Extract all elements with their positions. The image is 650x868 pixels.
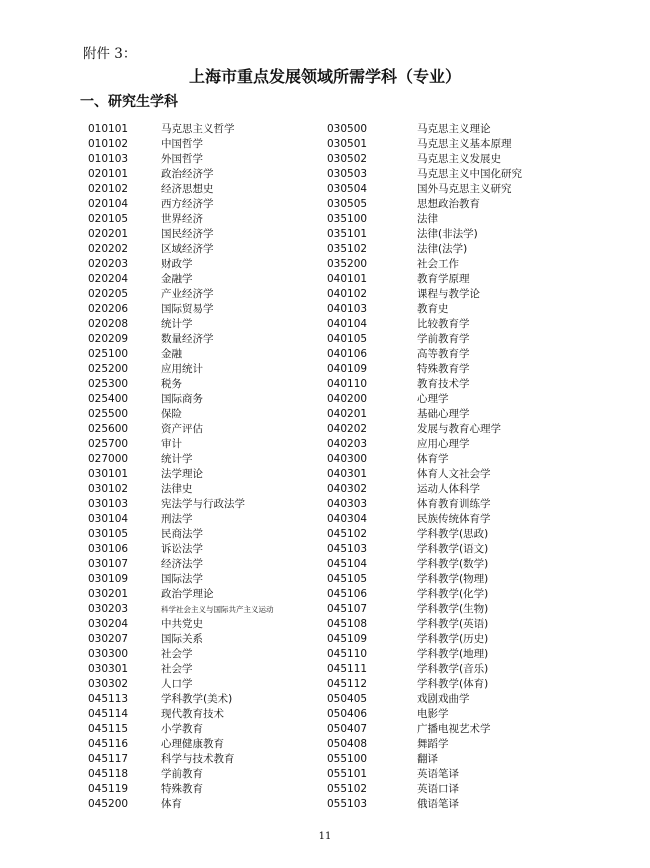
discipline-code: 030301 — [88, 663, 129, 675]
discipline-name: 马克思主义发展史 — [417, 153, 501, 165]
discipline-name: 国外马克思主义研究 — [417, 183, 512, 195]
discipline-name: 法律(非法学) — [417, 228, 478, 240]
discipline-name: 发展与教育心理学 — [417, 423, 501, 435]
discipline-name: 心理学 — [417, 393, 449, 405]
table-row — [88, 377, 558, 392]
table-row — [88, 452, 558, 467]
discipline-code: 020205 — [88, 288, 129, 300]
discipline-code: 035101 — [327, 228, 368, 240]
discipline-name: 学科教学(音乐) — [417, 663, 489, 675]
discipline-code: 055103 — [327, 798, 368, 810]
discipline-name: 英语口译 — [417, 783, 459, 795]
discipline-code: 045116 — [88, 738, 129, 750]
table-row — [88, 572, 558, 587]
table-row — [88, 737, 558, 752]
page-number: 11 — [318, 831, 332, 842]
discipline-code: 020101 — [88, 168, 129, 180]
discipline-name: 经济思想史 — [161, 183, 214, 195]
discipline-name: 诉讼法学 — [161, 543, 203, 555]
discipline-name: 外国哲学 — [161, 153, 203, 165]
discipline-name: 学前教育 — [161, 768, 203, 780]
table-row — [88, 467, 558, 482]
table-row — [88, 752, 558, 767]
discipline-code: 040302 — [327, 483, 368, 495]
discipline-code: 040105 — [327, 333, 368, 345]
table-row — [88, 287, 558, 302]
discipline-name: 法学理论 — [161, 468, 203, 480]
discipline-name: 思想政治教育 — [417, 198, 480, 210]
discipline-code: 030105 — [88, 528, 129, 540]
discipline-name: 教育技术学 — [417, 378, 470, 390]
discipline-name: 金融 — [161, 348, 182, 360]
discipline-code: 025600 — [88, 423, 129, 435]
table-row — [88, 722, 558, 737]
discipline-code: 045115 — [88, 723, 129, 735]
discipline-code: 055100 — [327, 753, 368, 765]
discipline-name: 学科教学(地理) — [417, 648, 489, 660]
table-row — [88, 632, 558, 647]
discipline-name: 数量经济学 — [161, 333, 214, 345]
table-row — [88, 647, 558, 662]
discipline-name: 电影学 — [417, 708, 449, 720]
discipline-name: 国民经济学 — [161, 228, 214, 240]
table-row — [88, 272, 558, 287]
discipline-code: 045118 — [88, 768, 129, 780]
discipline-code: 040101 — [327, 273, 368, 285]
discipline-name: 政治学理论 — [161, 588, 214, 600]
discipline-name: 马克思主义哲学 — [161, 123, 235, 135]
discipline-code: 050407 — [327, 723, 368, 735]
discipline-code: 040200 — [327, 393, 368, 405]
discipline-name: 政治经济学 — [161, 168, 214, 180]
table-row — [88, 677, 558, 692]
table-row — [88, 137, 558, 152]
discipline-name: 统计学 — [161, 453, 193, 465]
discipline-code: 020203 — [88, 258, 129, 270]
discipline-name: 学科教学(化学) — [417, 588, 489, 600]
discipline-code: 020102 — [88, 183, 129, 195]
discipline-code: 030501 — [327, 138, 368, 150]
discipline-code: 020204 — [88, 273, 129, 285]
discipline-name: 应用心理学 — [417, 438, 470, 450]
discipline-code: 035102 — [327, 243, 368, 255]
discipline-code: 045109 — [327, 633, 368, 645]
discipline-code: 025500 — [88, 408, 129, 420]
discipline-code: 045200 — [88, 798, 129, 810]
discipline-name: 教育学原理 — [417, 273, 470, 285]
discipline-name: 俄语笔译 — [417, 798, 459, 810]
section-heading: 一、研究生学科 — [80, 94, 178, 110]
discipline-code: 025700 — [88, 438, 129, 450]
discipline-code: 045112 — [327, 678, 368, 690]
discipline-code: 040102 — [327, 288, 368, 300]
table-row — [88, 242, 558, 257]
discipline-name: 国际法学 — [161, 573, 203, 585]
discipline-name: 学科教学(历史) — [417, 633, 489, 645]
table-row — [88, 347, 558, 362]
discipline-name: 民族传统体育学 — [417, 513, 491, 525]
discipline-name: 经济法学 — [161, 558, 203, 570]
discipline-name: 体育 — [161, 798, 182, 810]
discipline-code: 020209 — [88, 333, 129, 345]
discipline-name: 体育教育训练学 — [417, 498, 491, 510]
discipline-code: 045114 — [88, 708, 129, 720]
discipline-code: 030103 — [88, 498, 129, 510]
discipline-code: 020104 — [88, 198, 129, 210]
discipline-code: 045119 — [88, 783, 129, 795]
discipline-code: 030201 — [88, 588, 129, 600]
discipline-code: 025400 — [88, 393, 129, 405]
discipline-name: 审计 — [161, 438, 182, 450]
discipline-code: 010102 — [88, 138, 129, 150]
discipline-code: 027000 — [88, 453, 129, 465]
discipline-code: 040109 — [327, 363, 368, 375]
discipline-name: 社会工作 — [417, 258, 459, 270]
table-row — [88, 767, 558, 782]
discipline-code: 030106 — [88, 543, 129, 555]
discipline-code: 035200 — [327, 258, 368, 270]
discipline-name: 学科教学(语文) — [417, 543, 489, 555]
discipline-code: 055102 — [327, 783, 368, 795]
discipline-code: 040201 — [327, 408, 368, 420]
discipline-name: 特殊教育学 — [417, 363, 470, 375]
table-row — [88, 122, 558, 137]
discipline-code: 040106 — [327, 348, 368, 360]
table-row — [88, 197, 558, 212]
discipline-name: 学科教学(思政) — [417, 528, 489, 540]
discipline-name: 学科教学(物理) — [417, 573, 489, 585]
discipline-code: 030203 — [88, 603, 129, 615]
discipline-code: 045108 — [327, 618, 368, 630]
discipline-code: 045107 — [327, 603, 368, 615]
discipline-code: 020206 — [88, 303, 129, 315]
discipline-code: 020105 — [88, 213, 129, 225]
discipline-name: 人口学 — [161, 678, 193, 690]
table-row — [88, 362, 558, 377]
table-row — [88, 302, 558, 317]
table-row — [88, 542, 558, 557]
discipline-name: 科学与技术教育 — [161, 753, 235, 765]
discipline-code: 040300 — [327, 453, 368, 465]
discipline-name: 学科教学(体育) — [417, 678, 489, 690]
discipline-name: 税务 — [161, 378, 182, 390]
discipline-code: 030107 — [88, 558, 129, 570]
discipline-name: 中共党史 — [161, 618, 203, 630]
discipline-name: 科学社会主义与国际共产主义运动 — [161, 605, 274, 614]
discipline-code: 040203 — [327, 438, 368, 450]
table-row — [88, 557, 558, 572]
discipline-code: 035100 — [327, 213, 368, 225]
discipline-code: 040301 — [327, 468, 368, 480]
table-row — [88, 797, 558, 812]
table-row — [88, 437, 558, 452]
table-row — [88, 182, 558, 197]
discipline-code: 045103 — [327, 543, 368, 555]
discipline-name: 国际贸易学 — [161, 303, 214, 315]
discipline-name: 宪法学与行政法学 — [161, 498, 245, 510]
discipline-code: 020202 — [88, 243, 129, 255]
discipline-code: 045113 — [88, 693, 129, 705]
discipline-code: 030500 — [327, 123, 368, 135]
discipline-name: 学科教学(生物) — [417, 603, 489, 615]
discipline-name: 财政学 — [161, 258, 193, 270]
discipline-name: 现代教育技术 — [161, 708, 224, 720]
discipline-name: 世界经济 — [161, 213, 203, 225]
discipline-code: 010103 — [88, 153, 129, 165]
table-row — [88, 587, 558, 602]
discipline-name: 特殊教育 — [161, 783, 203, 795]
discipline-code: 045111 — [327, 663, 368, 675]
discipline-code: 045106 — [327, 588, 368, 600]
discipline-name: 国际商务 — [161, 393, 203, 405]
discipline-name: 课程与教学论 — [417, 288, 480, 300]
discipline-name: 体育学 — [417, 453, 449, 465]
attachment-label: 附件 3： — [83, 46, 137, 62]
table-row — [88, 602, 558, 617]
discipline-code: 040103 — [327, 303, 368, 315]
discipline-name: 社会学 — [161, 663, 193, 675]
discipline-code: 045110 — [327, 648, 368, 660]
discipline-name: 教育史 — [417, 303, 449, 315]
discipline-name: 心理健康教育 — [161, 738, 224, 750]
table-row — [88, 482, 558, 497]
discipline-name: 运动人体科学 — [417, 483, 480, 495]
discipline-name: 马克思主义基本原理 — [417, 138, 512, 150]
table-row — [88, 527, 558, 542]
discipline-name: 区域经济学 — [161, 243, 214, 255]
discipline-code: 055101 — [327, 768, 368, 780]
table-row — [88, 692, 558, 707]
discipline-name: 舞蹈学 — [417, 738, 449, 750]
discipline-code: 040110 — [327, 378, 368, 390]
discipline-name: 民商法学 — [161, 528, 203, 540]
table-row — [88, 422, 558, 437]
page-title: 上海市重点发展领域所需学科（专业） — [188, 67, 461, 86]
discipline-code: 045104 — [327, 558, 368, 570]
discipline-name: 学科教学(英语) — [417, 618, 489, 630]
table-row — [88, 152, 558, 167]
discipline-code: 040304 — [327, 513, 368, 525]
table-row — [88, 617, 558, 632]
table-row — [88, 167, 558, 182]
discipline-name: 广播电视艺术学 — [417, 723, 491, 735]
discipline-code: 030109 — [88, 573, 129, 585]
discipline-name: 体育人文社会学 — [417, 468, 491, 480]
discipline-name: 小学教育 — [161, 723, 203, 735]
discipline-name: 马克思主义理论 — [417, 123, 491, 135]
discipline-code: 025300 — [88, 378, 129, 390]
discipline-name: 国际关系 — [161, 633, 203, 645]
discipline-code: 030101 — [88, 468, 129, 480]
discipline-code: 030504 — [327, 183, 368, 195]
discipline-code: 040303 — [327, 498, 368, 510]
discipline-code: 050406 — [327, 708, 368, 720]
discipline-name: 资产评估 — [161, 423, 203, 435]
discipline-name: 学科教学(美术) — [161, 693, 233, 705]
discipline-name: 法律史 — [161, 483, 193, 495]
table-row — [88, 662, 558, 677]
discipline-name: 法律(法学) — [417, 243, 468, 255]
discipline-name: 戏剧戏曲学 — [417, 693, 470, 705]
discipline-name: 保险 — [161, 408, 182, 420]
discipline-code: 020201 — [88, 228, 129, 240]
discipline-code: 030104 — [88, 513, 129, 525]
discipline-name: 学前教育学 — [417, 333, 470, 345]
table-row — [88, 212, 558, 227]
discipline-table — [88, 122, 558, 812]
discipline-code: 045105 — [327, 573, 368, 585]
discipline-code: 030102 — [88, 483, 129, 495]
discipline-name: 翻译 — [417, 753, 438, 765]
discipline-code: 030300 — [88, 648, 129, 660]
discipline-name: 比较教育学 — [417, 318, 470, 330]
discipline-code: 050408 — [327, 738, 368, 750]
discipline-code: 010101 — [88, 123, 129, 135]
discipline-name: 英语笔译 — [417, 768, 459, 780]
discipline-code: 030503 — [327, 168, 368, 180]
table-row — [88, 317, 558, 332]
discipline-name: 马克思主义中国化研究 — [417, 168, 522, 180]
discipline-name: 应用统计 — [161, 363, 203, 375]
discipline-name: 中国哲学 — [161, 138, 203, 150]
discipline-name: 社会学 — [161, 648, 193, 660]
discipline-name: 西方经济学 — [161, 198, 214, 210]
discipline-code: 025200 — [88, 363, 129, 375]
discipline-name: 刑法学 — [161, 513, 193, 525]
discipline-code: 030505 — [327, 198, 368, 210]
discipline-name: 基础心理学 — [417, 408, 470, 420]
table-row — [88, 257, 558, 272]
discipline-code: 025100 — [88, 348, 129, 360]
discipline-code: 050405 — [327, 693, 368, 705]
table-row — [88, 407, 558, 422]
discipline-code: 045102 — [327, 528, 368, 540]
discipline-name: 金融学 — [161, 273, 193, 285]
table-row — [88, 707, 558, 722]
discipline-code: 045117 — [88, 753, 129, 765]
table-row — [88, 392, 558, 407]
discipline-code: 040202 — [327, 423, 368, 435]
table-row — [88, 497, 558, 512]
discipline-code: 030302 — [88, 678, 129, 690]
discipline-code: 030207 — [88, 633, 129, 645]
discipline-name: 统计学 — [161, 318, 193, 330]
table-row — [88, 332, 558, 347]
table-row — [88, 782, 558, 797]
discipline-name: 法律 — [417, 213, 438, 225]
discipline-name: 产业经济学 — [161, 288, 214, 300]
discipline-code: 030502 — [327, 153, 368, 165]
discipline-code: 040104 — [327, 318, 368, 330]
discipline-name: 学科教学(数学) — [417, 558, 489, 570]
table-row — [88, 227, 558, 242]
discipline-code: 020208 — [88, 318, 129, 330]
discipline-name: 高等教育学 — [417, 348, 470, 360]
table-row — [88, 512, 558, 527]
discipline-code: 030204 — [88, 618, 129, 630]
